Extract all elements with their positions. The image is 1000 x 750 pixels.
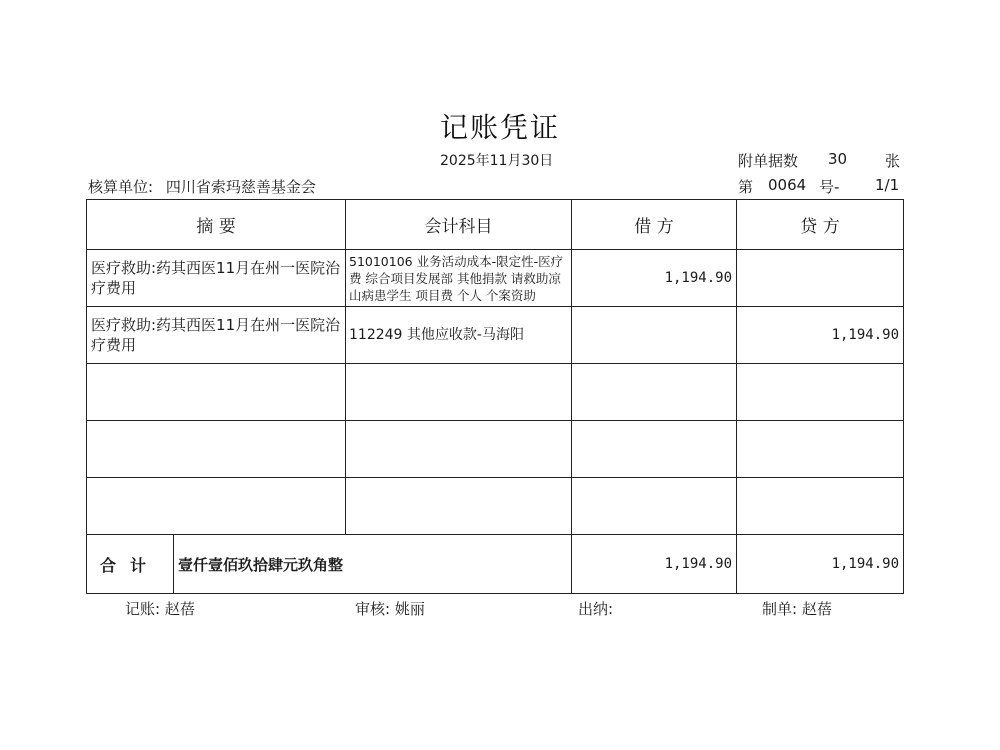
total-label: 合计 [87, 535, 174, 594]
total-credit: 1,194.90 [737, 535, 904, 594]
account-cell: 51010106 业务活动成本-限定性-医疗费 综合项目发展部 其他捐款 请救助凉山病患学生 项目费 个人 个案资助 [346, 250, 572, 307]
summary-cell [87, 421, 346, 478]
preparer: 制单: 赵蓓 [762, 600, 832, 618]
table-header-row [87, 200, 904, 250]
summary-cell [87, 478, 346, 535]
column-credit-header: 贷 方 [737, 200, 904, 250]
table-row [87, 478, 904, 535]
summary-cell: 医疗救助:药其西医11月在州一医院治疗费用 [87, 250, 346, 307]
total-debit: 1,194.90 [572, 535, 737, 594]
credit-cell [737, 478, 904, 535]
bookkeeper: 记账: 赵蓓 [125, 600, 195, 618]
table-row [87, 421, 904, 478]
unit-label: 核算单位: [88, 178, 154, 196]
attachments-count: 30 [828, 150, 848, 168]
table-row [87, 364, 904, 421]
accounting-unit [88, 176, 316, 197]
column-debit-header: 借 方 [572, 200, 737, 250]
account-cell [346, 421, 572, 478]
account-cell [346, 364, 572, 421]
attachments-label: 附单据数 [738, 152, 799, 170]
total-amount-words: 壹仟壹佰玖拾肆元玖角整 [174, 535, 572, 594]
debit-cell: 1,194.90 [572, 250, 737, 307]
reviewer: 审核: 姚丽 [355, 600, 425, 618]
attachments-unit: 张 [885, 152, 901, 170]
table-row [87, 250, 904, 307]
credit-cell [737, 250, 904, 307]
debit-cell [572, 478, 737, 535]
account-cell: 112249 其他应收款-马海阳 [346, 307, 572, 364]
voucher-suffix: 号- [819, 178, 840, 196]
debit-cell [572, 421, 737, 478]
debit-cell [572, 364, 737, 421]
voucher-number: 0064 [768, 176, 807, 194]
summary-cell: 医疗救助:药其西医11月在州一医院治疗费用 [87, 307, 346, 364]
cashier: 出纳: [578, 600, 614, 618]
summary-cell [87, 364, 346, 421]
total-row [87, 535, 904, 594]
account-cell [346, 478, 572, 535]
voucher-page: 1/1 [875, 176, 900, 194]
column-account-header: 会计科目 [346, 200, 572, 250]
unit-name: 四川省索玛慈善基金会 [165, 178, 316, 196]
debit-cell [572, 307, 737, 364]
voucher-date: 2025年11月30日 [440, 153, 554, 169]
credit-cell [737, 364, 904, 421]
table-row [87, 307, 904, 364]
column-summary-header: 摘 要 [87, 200, 346, 250]
voucher-prefix: 第 [738, 178, 754, 196]
voucher-title: 记账凭证 [439, 111, 560, 144]
credit-cell: 1,194.90 [737, 307, 904, 364]
credit-cell [737, 421, 904, 478]
voucher-table [86, 199, 904, 594]
